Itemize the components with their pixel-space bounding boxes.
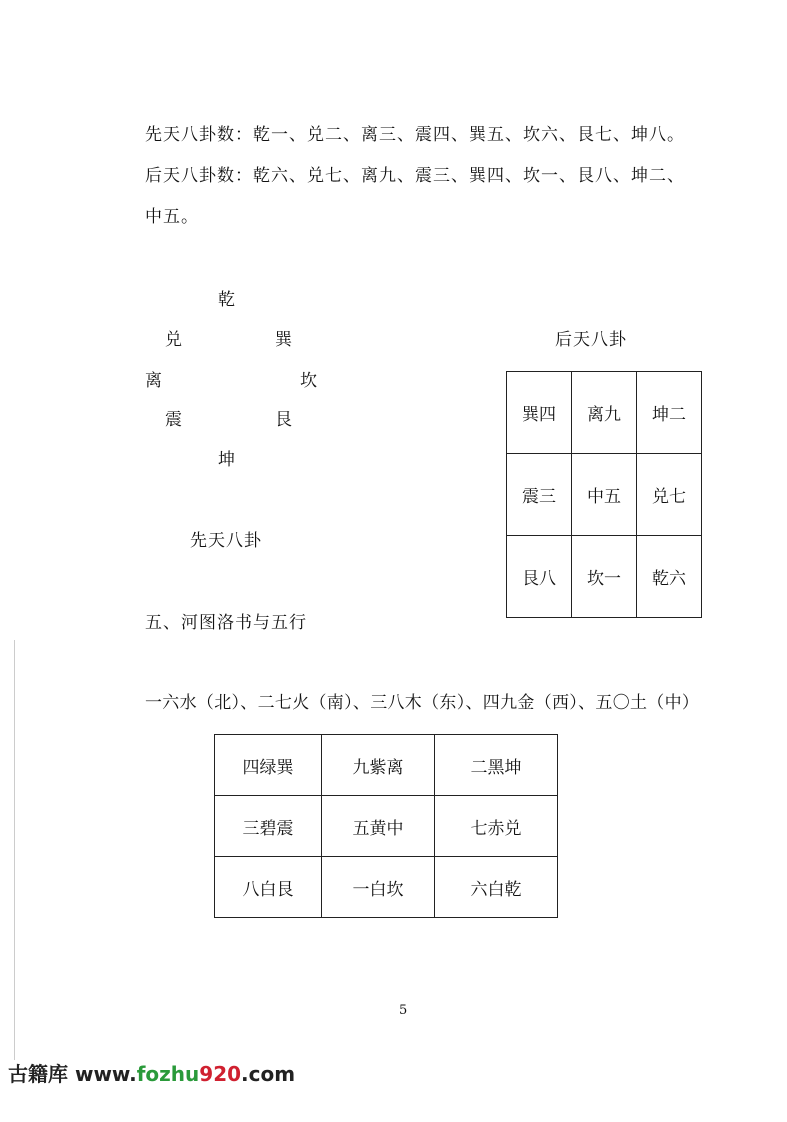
trigram-kan: 坎 (300, 371, 317, 391)
trigram-qian: 乾 (218, 290, 235, 310)
trigram-dui: 兑 (165, 330, 182, 350)
section-heading: 五、河图洛书与五行 (145, 613, 307, 633)
watermark-url-mid: fozhu (136, 1062, 200, 1086)
grid-cell: 三碧震 (215, 796, 322, 857)
houtian-numbers-cont: 中五。 (145, 207, 199, 227)
trigram-xun: 巽 (275, 330, 292, 350)
xiantian-caption: 先天八卦 (190, 531, 262, 551)
watermark-url-post: .com (241, 1062, 296, 1086)
grid-cell: 二黑坤 (435, 735, 558, 796)
grid-cell: 五黄中 (322, 796, 435, 857)
grid-cell: 离九 (572, 372, 637, 454)
watermark-url-pre: www. (74, 1062, 137, 1086)
grid-cell: 八白艮 (215, 857, 322, 918)
houtian-caption: 后天八卦 (555, 330, 627, 350)
grid-cell: 坤二 (637, 372, 702, 454)
grid-cell: 乾六 (637, 536, 702, 618)
grid-cell: 中五 (572, 454, 637, 536)
luoshu-grid (214, 734, 558, 918)
grid-cell: 艮八 (507, 536, 572, 618)
trigram-gen: 艮 (275, 410, 292, 430)
grid-cell: 九紫离 (322, 735, 435, 796)
houtian-grid (506, 371, 702, 618)
houtian-numbers: 后天八卦数：乾六、兑七、离九、震三、巽四、坎一、艮八、坤二、 (145, 166, 685, 186)
scan-edge (14, 640, 15, 1060)
grid-cell: 一白坎 (322, 857, 435, 918)
grid-cell: 巽四 (507, 372, 572, 454)
grid-cell: 兑七 (637, 454, 702, 536)
watermark (8, 1058, 295, 1087)
grid-cell: 六白乾 (435, 857, 558, 918)
grid-cell: 七赤兑 (435, 796, 558, 857)
grid-cell: 坎一 (572, 536, 637, 618)
trigram-li: 离 (145, 371, 162, 391)
wuxing-line: 一六水（北）、二七火（南）、三八木（东）、四九金（西）、五〇土（中） (145, 693, 700, 713)
watermark-name: 古籍库 (8, 1062, 68, 1086)
trigram-kun: 坤 (218, 450, 235, 470)
xiantian-numbers: 先天八卦数：乾一、兑二、离三、震四、巽五、坎六、艮七、坤八。 (145, 125, 685, 145)
grid-cell: 四绿巽 (215, 735, 322, 796)
grid-cell: 震三 (507, 454, 572, 536)
watermark-url-num: 920 (199, 1062, 242, 1086)
page-number: 5 (399, 1003, 409, 1018)
trigram-zhen: 震 (165, 410, 182, 430)
